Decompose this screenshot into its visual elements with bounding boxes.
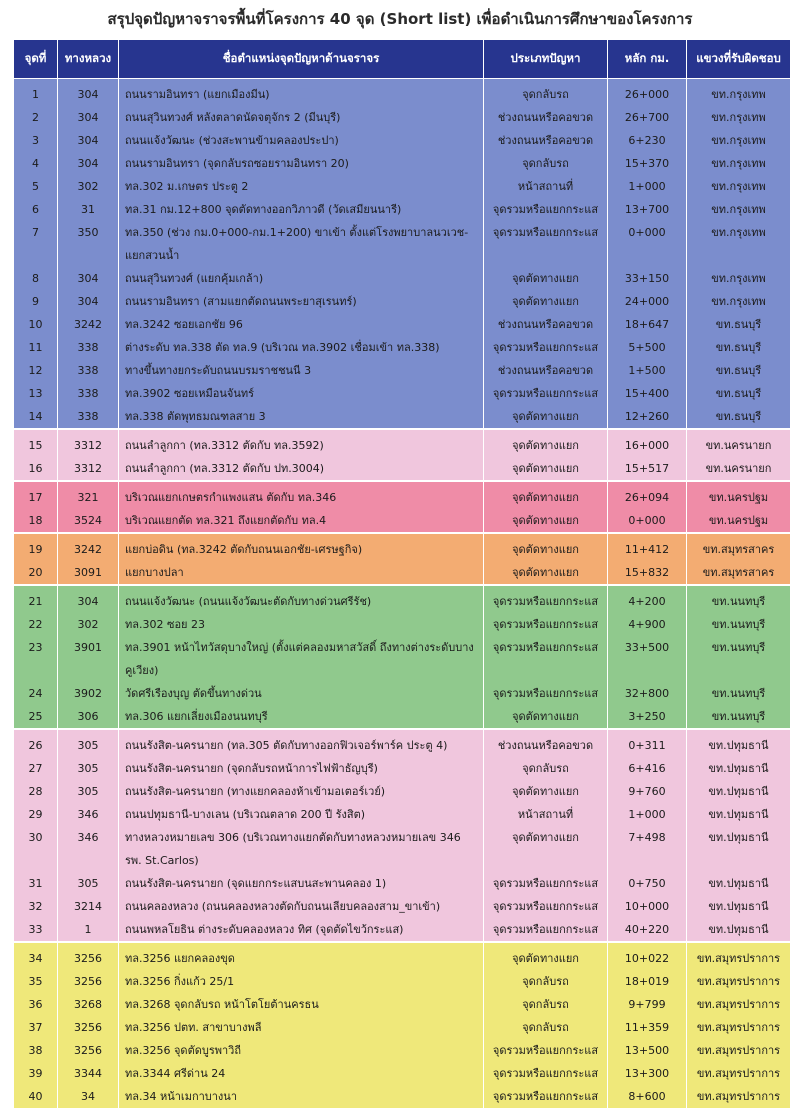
cell-road: 346 <box>58 803 119 826</box>
cell-location: ถนนรังสิต-นครนายก (จุดแยกกระแสบนสะพานคลอง 1) <box>119 872 484 895</box>
table-row <box>14 872 791 895</box>
cell-no: 10 <box>14 313 58 336</box>
cell-district: ขท.นนทบุรี <box>687 613 791 636</box>
cell-road: 1 <box>58 918 119 942</box>
table-row <box>14 382 791 405</box>
cell-location: ทล.3242 ซอยเอกชัย 96 <box>119 313 484 336</box>
table-row <box>14 152 791 175</box>
cell-road: 3242 <box>58 313 119 336</box>
cell-location: บริเวณแยกเกษตรกำแพงแสน ตัดกับ ทล.346 <box>119 481 484 509</box>
cell-km: 5+500 <box>608 336 687 359</box>
table-row <box>14 895 791 918</box>
cell-type: จุดกลับรถ <box>484 152 608 175</box>
table-row <box>14 729 791 757</box>
cell-km: 1+000 <box>608 803 687 826</box>
cell-district: ขท.ปทุมธานี <box>687 826 791 872</box>
cell-km: 33+500 <box>608 636 687 682</box>
table-row <box>14 705 791 729</box>
cell-no: 21 <box>14 585 58 613</box>
cell-district: ขท.นนทบุรี <box>687 636 791 682</box>
table-row <box>14 405 791 429</box>
cell-district: ขท.สมุทรสาคร <box>687 561 791 585</box>
table-row <box>14 221 791 267</box>
cell-district: ขท.กรุงเทพ <box>687 267 791 290</box>
cell-road: 304 <box>58 290 119 313</box>
cell-type: ช่วงถนนหรือคอขวด <box>484 313 608 336</box>
cell-district: ขท.นนทบุรี <box>687 705 791 729</box>
table-row <box>14 106 791 129</box>
cell-km: 15+400 <box>608 382 687 405</box>
cell-no: 22 <box>14 613 58 636</box>
cell-location: ทล.3256 ปตท. สาขาบางพลี <box>119 1016 484 1039</box>
table-row <box>14 757 791 780</box>
cell-km: 26+000 <box>608 79 687 107</box>
header-district: แขวงที่รับผิดชอบ <box>687 40 791 79</box>
cell-no: 33 <box>14 918 58 942</box>
cell-type: จุดรวมหรือแยกกระแส <box>484 682 608 705</box>
cell-no: 19 <box>14 533 58 561</box>
table-row <box>14 826 791 872</box>
cell-location: ทล.34 หน้าเมกาบางนา <box>119 1085 484 1108</box>
cell-km: 0+750 <box>608 872 687 895</box>
table-body <box>14 79 791 1108</box>
cell-district: ขท.นครนายก <box>687 457 791 481</box>
table-row <box>14 613 791 636</box>
cell-district: ขท.นครนายก <box>687 429 791 457</box>
cell-type: จุดรวมหรือแยกกระแส <box>484 918 608 942</box>
cell-type: จุดรวมหรือแยกกระแส <box>484 585 608 613</box>
cell-district: ขท.ธนบุรี <box>687 405 791 429</box>
cell-no: 18 <box>14 509 58 533</box>
cell-km: 1+000 <box>608 175 687 198</box>
header-no: จุดที่ <box>14 40 58 79</box>
cell-km: 0+000 <box>608 221 687 267</box>
cell-km: 7+498 <box>608 826 687 872</box>
cell-km: 0+311 <box>608 729 687 757</box>
table-row <box>14 313 791 336</box>
table-row <box>14 481 791 509</box>
cell-type: จุดกลับรถ <box>484 1016 608 1039</box>
cell-road: 350 <box>58 221 119 267</box>
cell-location: ถนนรังสิต-นครนายก (จุดกลับรถหน้าการไฟฟ้าธัญบุรี) <box>119 757 484 780</box>
cell-district: ขท.ปทุมธานี <box>687 803 791 826</box>
cell-km: 4+200 <box>608 585 687 613</box>
table-row <box>14 1062 791 1085</box>
cell-type: จุดตัดทางแยก <box>484 942 608 970</box>
cell-road: 304 <box>58 79 119 107</box>
cell-road: 3214 <box>58 895 119 918</box>
cell-type: จุดตัดทางแยก <box>484 780 608 803</box>
table-header-row <box>14 40 791 79</box>
cell-location: ถนนลำลูกกา (ทล.3312 ตัดกับ ทล.3592) <box>119 429 484 457</box>
cell-type: ช่วงถนนหรือคอขวด <box>484 129 608 152</box>
cell-road: 31 <box>58 198 119 221</box>
cell-no: 5 <box>14 175 58 198</box>
cell-km: 0+000 <box>608 509 687 533</box>
cell-road: 304 <box>58 585 119 613</box>
cell-district: ขท.ธนบุรี <box>687 313 791 336</box>
cell-type: จุดกลับรถ <box>484 757 608 780</box>
cell-road: 305 <box>58 757 119 780</box>
cell-road: 3312 <box>58 429 119 457</box>
cell-district: ขท.ธนบุรี <box>687 382 791 405</box>
table-row <box>14 290 791 313</box>
cell-type: จุดรวมหรือแยกกระแส <box>484 221 608 267</box>
cell-type: จุดตัดทางแยก <box>484 481 608 509</box>
cell-no: 34 <box>14 942 58 970</box>
cell-no: 2 <box>14 106 58 129</box>
cell-location: ทล.3256 จุดตัดบูรพาวิถี <box>119 1039 484 1062</box>
cell-km: 11+359 <box>608 1016 687 1039</box>
cell-district: ขท.ปทุมธานี <box>687 780 791 803</box>
cell-road: 34 <box>58 1085 119 1108</box>
cell-location: ถนนรามอินทรา (สามแยกตัดถนนพระยาสุเรนทร์) <box>119 290 484 313</box>
table-row <box>14 198 791 221</box>
table-row <box>14 993 791 1016</box>
cell-road: 338 <box>58 405 119 429</box>
cell-district: ขท.กรุงเทพ <box>687 221 791 267</box>
cell-location: ทล.3256 กิ่งแก้ว 25/1 <box>119 970 484 993</box>
cell-district: ขท.กรุงเทพ <box>687 290 791 313</box>
cell-location: ถนนแจ้งวัฒนะ (ถนนแจ้งวัฒนะตัดกับทางด่วนศรีรัช) <box>119 585 484 613</box>
cell-no: 24 <box>14 682 58 705</box>
cell-road: 3344 <box>58 1062 119 1085</box>
cell-location: ทล.350 (ช่วง กม.0+000-กม.1+200) ขาเข้า ตั้งแต่โรงพยาบาลนวเวช-แยกสวนน้ำ <box>119 221 484 267</box>
header-type: ประเภทปัญหา <box>484 40 608 79</box>
header-road: ทางหลวง <box>58 40 119 79</box>
table-row <box>14 780 791 803</box>
table-row <box>14 585 791 613</box>
cell-road: 3256 <box>58 1016 119 1039</box>
cell-location: ถนนรังสิต-นครนายก (ทล.305 ตัดกับทางออกฟิวเจอร์พาร์ค ประตู 4) <box>119 729 484 757</box>
cell-no: 7 <box>14 221 58 267</box>
cell-road: 304 <box>58 129 119 152</box>
cell-type: จุดตัดทางแยก <box>484 290 608 313</box>
table-row <box>14 918 791 942</box>
cell-district: ขท.กรุงเทพ <box>687 198 791 221</box>
cell-km: 3+250 <box>608 705 687 729</box>
cell-no: 4 <box>14 152 58 175</box>
cell-no: 14 <box>14 405 58 429</box>
cell-km: 15+517 <box>608 457 687 481</box>
table-row <box>14 682 791 705</box>
cell-km: 15+832 <box>608 561 687 585</box>
cell-type: จุดรวมหรือแยกกระแส <box>484 895 608 918</box>
cell-district: ขท.สมุทรปราการ <box>687 970 791 993</box>
cell-km: 26+094 <box>608 481 687 509</box>
table-row <box>14 1039 791 1062</box>
table-row <box>14 336 791 359</box>
cell-type: จุดกลับรถ <box>484 970 608 993</box>
cell-district: ขท.ธนบุรี <box>687 336 791 359</box>
cell-road: 305 <box>58 729 119 757</box>
table-row <box>14 803 791 826</box>
cell-district: ขท.สมุทรปราการ <box>687 1062 791 1085</box>
table-row <box>14 429 791 457</box>
cell-km: 13+700 <box>608 198 687 221</box>
cell-type: จุดรวมหรือแยกกระแส <box>484 613 608 636</box>
cell-location: ถนนรามอินทรา (แยกเมืองมีน) <box>119 79 484 107</box>
cell-type: ช่วงถนนหรือคอขวด <box>484 729 608 757</box>
cell-location: ทล.3268 จุดกลับรถ หน้าโตโยต้านครธน <box>119 993 484 1016</box>
cell-district: ขท.ปทุมธานี <box>687 872 791 895</box>
cell-location: ถนนแจ้งวัฒนะ (ช่วงสะพานข้ามคลองประปา) <box>119 129 484 152</box>
cell-type: จุดรวมหรือแยกกระแส <box>484 382 608 405</box>
cell-location: ทล.338 ตัดพุทธมณฑลสาย 3 <box>119 405 484 429</box>
cell-district: ขท.กรุงเทพ <box>687 129 791 152</box>
cell-type: จุดตัดทางแยก <box>484 561 608 585</box>
cell-km: 32+800 <box>608 682 687 705</box>
cell-type: จุดตัดทางแยก <box>484 826 608 872</box>
cell-type: จุดตัดทางแยก <box>484 509 608 533</box>
cell-location: ทางหลวงหมายเลข 306 (บริเวณทางแยกตัดกับทางหลวงหมายเลข 346 รพ. St.Carlos) <box>119 826 484 872</box>
cell-district: ขท.ปทุมธานี <box>687 757 791 780</box>
cell-location: ถนนสุวินทวงศ์ (แยกคุ้มเกล้า) <box>119 267 484 290</box>
table-row <box>14 509 791 533</box>
cell-km: 1+500 <box>608 359 687 382</box>
cell-location: บริเวณแยกตัด ทล.321 ถึงแยกตัดกับ ทล.4 <box>119 509 484 533</box>
cell-district: ขท.สมุทรสาคร <box>687 533 791 561</box>
cell-location: ถนนพหลโยธิน ต่างระดับคลองหลวง ทิศ (จุดตัดไขว้กระแส) <box>119 918 484 942</box>
cell-location: ทล.31 กม.12+800 จุดตัดทางออกวิภาวดี (วัดเสมียนนารี) <box>119 198 484 221</box>
cell-district: ขท.ปทุมธานี <box>687 918 791 942</box>
cell-location: ทล.306 แยกเลี่ยงเมืองนนทบุรี <box>119 705 484 729</box>
cell-location: ทล.3256 แยกคลองขุด <box>119 942 484 970</box>
cell-district: ขท.นครปฐม <box>687 481 791 509</box>
cell-no: 30 <box>14 826 58 872</box>
cell-road: 306 <box>58 705 119 729</box>
cell-type: หน้าสถานที่ <box>484 175 608 198</box>
cell-location: ถนนรังสิต-นครนายก (ทางแยกคลองห้าเข้ามอเตอร์เวย์) <box>119 780 484 803</box>
cell-district: ขท.ปทุมธานี <box>687 729 791 757</box>
traffic-points-table <box>12 38 789 1083</box>
cell-no: 23 <box>14 636 58 682</box>
cell-location: ถนนสุวินทวงศ์ หลังตลาดนัดจตุจักร 2 (มีนบุรี) <box>119 106 484 129</box>
cell-km: 10+000 <box>608 895 687 918</box>
cell-location: ทล.3901 หน้าไทวัสดุบางใหญ่ (ตั้งแต่คลองมหาสวัสดิ์ ถึงทางต่างระดับบางคูเวียง) <box>119 636 484 682</box>
cell-km: 12+260 <box>608 405 687 429</box>
cell-no: 36 <box>14 993 58 1016</box>
cell-road: 3312 <box>58 457 119 481</box>
table-row <box>14 1085 791 1108</box>
cell-road: 3256 <box>58 942 119 970</box>
cell-location: แยกบางปลา <box>119 561 484 585</box>
cell-road: 305 <box>58 872 119 895</box>
cell-road: 3902 <box>58 682 119 705</box>
table-row <box>14 359 791 382</box>
table-row <box>14 1016 791 1039</box>
cell-no: 9 <box>14 290 58 313</box>
header-km: หลัก กม. <box>608 40 687 79</box>
cell-no: 8 <box>14 267 58 290</box>
cell-no: 27 <box>14 757 58 780</box>
cell-road: 3256 <box>58 1039 119 1062</box>
cell-type: จุดรวมหรือแยกกระแส <box>484 1062 608 1085</box>
cell-location: ถนนลำลูกกา (ทล.3312 ตัดกับ ปท.3004) <box>119 457 484 481</box>
cell-type: หน้าสถานที่ <box>484 803 608 826</box>
cell-no: 29 <box>14 803 58 826</box>
cell-no: 35 <box>14 970 58 993</box>
cell-no: 17 <box>14 481 58 509</box>
cell-location: ทางขึ้นทางยกระดับถนนบรมราชชนนี 3 <box>119 359 484 382</box>
cell-road: 3242 <box>58 533 119 561</box>
cell-type: จุดรวมหรือแยกกระแส <box>484 198 608 221</box>
cell-district: ขท.นนทบุรี <box>687 585 791 613</box>
table-row <box>14 533 791 561</box>
cell-type: ช่วงถนนหรือคอขวด <box>484 106 608 129</box>
cell-location: ถนนรามอินทรา (จุดกลับรถซอยรามอินทรา 20) <box>119 152 484 175</box>
table-row <box>14 942 791 970</box>
cell-km: 13+500 <box>608 1039 687 1062</box>
cell-km: 18+647 <box>608 313 687 336</box>
cell-no: 20 <box>14 561 58 585</box>
cell-road: 304 <box>58 152 119 175</box>
cell-no: 31 <box>14 872 58 895</box>
cell-type: จุดตัดทางแยก <box>484 457 608 481</box>
cell-type: จุดกลับรถ <box>484 79 608 107</box>
cell-district: ขท.กรุงเทพ <box>687 106 791 129</box>
cell-km: 33+150 <box>608 267 687 290</box>
header-location: ชื่อตำแหน่งจุดปัญหาด้านจราจร <box>119 40 484 79</box>
cell-road: 338 <box>58 382 119 405</box>
cell-district: ขท.ธนบุรี <box>687 359 791 382</box>
cell-road: 3268 <box>58 993 119 1016</box>
cell-no: 16 <box>14 457 58 481</box>
cell-type: จุดรวมหรือแยกกระแส <box>484 872 608 895</box>
cell-km: 6+230 <box>608 129 687 152</box>
cell-no: 39 <box>14 1062 58 1085</box>
cell-road: 304 <box>58 106 119 129</box>
table-row <box>14 267 791 290</box>
cell-road: 338 <box>58 359 119 382</box>
cell-type: จุดตัดทางแยก <box>484 405 608 429</box>
cell-km: 6+416 <box>608 757 687 780</box>
cell-km: 9+760 <box>608 780 687 803</box>
cell-district: ขท.นครปฐม <box>687 509 791 533</box>
cell-location: ทล.302 ซอย 23 <box>119 613 484 636</box>
table-row <box>14 79 791 107</box>
cell-no: 11 <box>14 336 58 359</box>
cell-district: ขท.สมุทรปราการ <box>687 1085 791 1108</box>
cell-km: 4+900 <box>608 613 687 636</box>
cell-no: 28 <box>14 780 58 803</box>
cell-km: 8+600 <box>608 1085 687 1108</box>
page-title: สรุปจุดปัญหาจราจรพื้นที่โครงการ 40 จุด (Short list) เพื่อดำเนินการศึกษาของโครงการ <box>0 6 800 32</box>
cell-no: 40 <box>14 1085 58 1108</box>
cell-type: จุดรวมหรือแยกกระแส <box>484 1039 608 1062</box>
cell-district: ขท.สมุทรปราการ <box>687 1039 791 1062</box>
cell-location: วัดศรีเรืองบุญ ตัดขึ้นทางด่วน <box>119 682 484 705</box>
table-row <box>14 129 791 152</box>
cell-location: ทล.302 ม.เกษตร ประตู 2 <box>119 175 484 198</box>
cell-no: 12 <box>14 359 58 382</box>
cell-no: 38 <box>14 1039 58 1062</box>
table-row <box>14 970 791 993</box>
cell-type: จุดตัดทางแยก <box>484 429 608 457</box>
cell-road: 338 <box>58 336 119 359</box>
cell-road: 3256 <box>58 970 119 993</box>
data-table <box>13 39 791 1108</box>
cell-type: จุดตัดทางแยก <box>484 705 608 729</box>
cell-road: 302 <box>58 613 119 636</box>
cell-district: ขท.กรุงเทพ <box>687 152 791 175</box>
cell-road: 305 <box>58 780 119 803</box>
cell-no: 15 <box>14 429 58 457</box>
cell-location: ถนนคลองหลวง (ถนนคลองหลวงตัดกับถนนเลียบคลองสาม_ขาเข้า) <box>119 895 484 918</box>
cell-no: 1 <box>14 79 58 107</box>
cell-km: 9+799 <box>608 993 687 1016</box>
cell-road: 3901 <box>58 636 119 682</box>
cell-type: ช่วงถนนหรือคอขวด <box>484 359 608 382</box>
cell-location: ถนนปทุมธานี-บางเลน (บริเวณตลาด 200 ปี รังสิต) <box>119 803 484 826</box>
cell-km: 18+019 <box>608 970 687 993</box>
cell-district: ขท.สมุทรปราการ <box>687 1016 791 1039</box>
cell-type: จุดรวมหรือแยกกระแส <box>484 1085 608 1108</box>
cell-km: 15+370 <box>608 152 687 175</box>
table-row <box>14 457 791 481</box>
cell-district: ขท.ปทุมธานี <box>687 895 791 918</box>
cell-road: 3091 <box>58 561 119 585</box>
cell-road: 3524 <box>58 509 119 533</box>
cell-no: 25 <box>14 705 58 729</box>
cell-type: จุดตัดทางแยก <box>484 267 608 290</box>
cell-location: แยกบ่อดิน (ทล.3242 ตัดกับถนนเอกชัย-เศรษฐกิจ) <box>119 533 484 561</box>
cell-km: 26+700 <box>608 106 687 129</box>
cell-no: 13 <box>14 382 58 405</box>
cell-district: ขท.สมุทรปราการ <box>687 942 791 970</box>
cell-road: 304 <box>58 267 119 290</box>
cell-no: 6 <box>14 198 58 221</box>
cell-type: จุดกลับรถ <box>484 993 608 1016</box>
cell-type: จุดตัดทางแยก <box>484 533 608 561</box>
cell-district: ขท.สมุทรปราการ <box>687 993 791 1016</box>
cell-district: ขท.กรุงเทพ <box>687 79 791 107</box>
cell-location: ทล.3344 ศรีด่าน 24 <box>119 1062 484 1085</box>
cell-type: จุดรวมหรือแยกกระแส <box>484 636 608 682</box>
cell-location: ต่างระดับ ทล.338 ตัด ทล.9 (บริเวณ ทล.3902 เชื่อมเข้า ทล.338) <box>119 336 484 359</box>
cell-district: ขท.นนทบุรี <box>687 682 791 705</box>
cell-km: 11+412 <box>608 533 687 561</box>
cell-km: 10+022 <box>608 942 687 970</box>
cell-km: 24+000 <box>608 290 687 313</box>
table-row <box>14 561 791 585</box>
table-row <box>14 636 791 682</box>
cell-no: 32 <box>14 895 58 918</box>
cell-road: 302 <box>58 175 119 198</box>
cell-km: 16+000 <box>608 429 687 457</box>
cell-road: 321 <box>58 481 119 509</box>
cell-location: ทล.3902 ซอยเหมือนจันทร์ <box>119 382 484 405</box>
cell-district: ขท.กรุงเทพ <box>687 175 791 198</box>
cell-type: จุดรวมหรือแยกกระแส <box>484 336 608 359</box>
cell-km: 40+220 <box>608 918 687 942</box>
cell-km: 13+300 <box>608 1062 687 1085</box>
cell-no: 3 <box>14 129 58 152</box>
cell-no: 26 <box>14 729 58 757</box>
cell-road: 346 <box>58 826 119 872</box>
table-row <box>14 175 791 198</box>
cell-no: 37 <box>14 1016 58 1039</box>
